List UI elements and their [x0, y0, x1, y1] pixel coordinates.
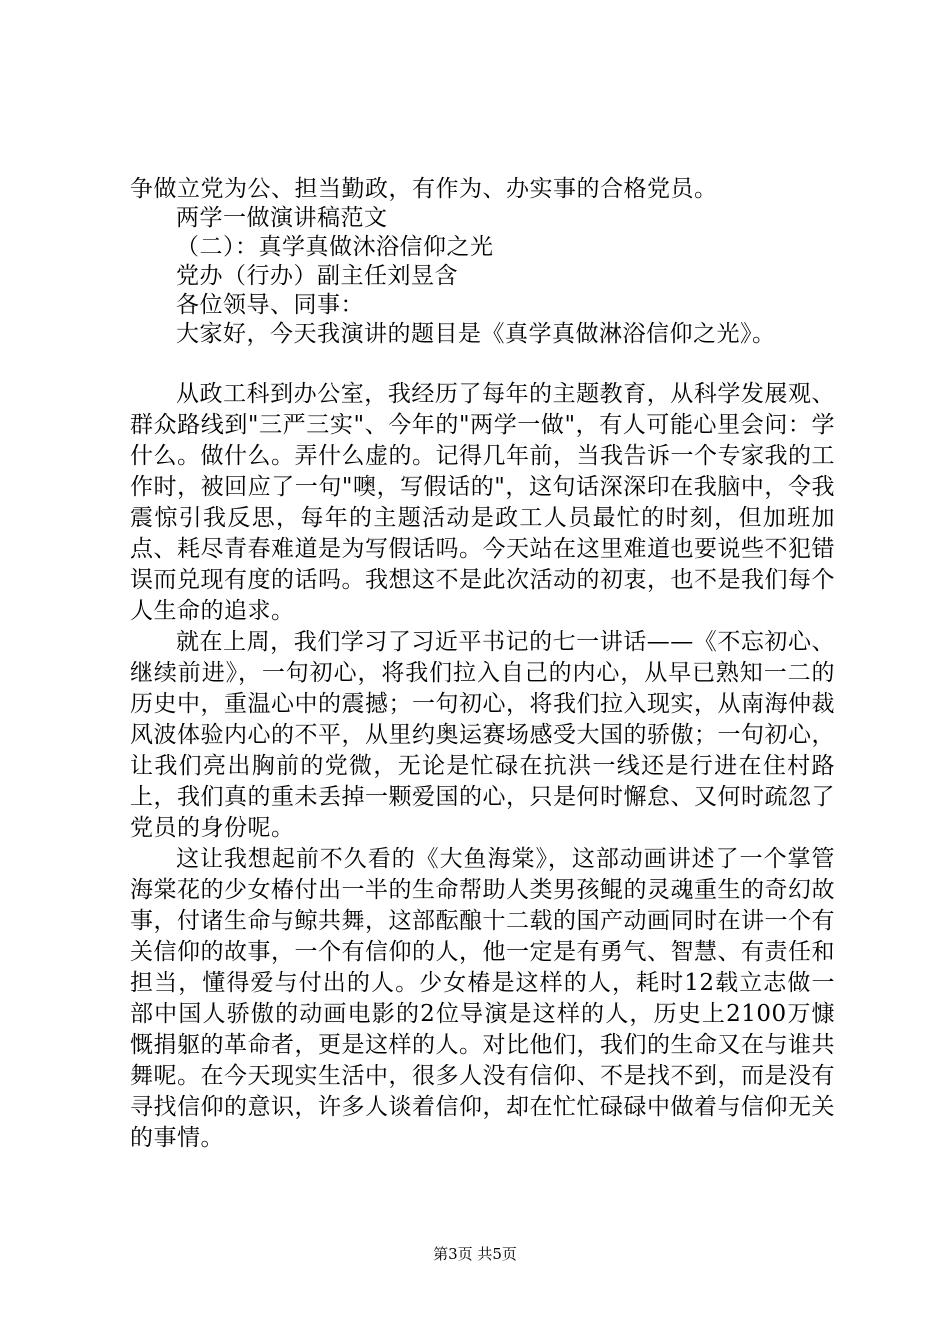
body-paragraph: 这让我想起前不久看的《大鱼海棠》，这部动画讲述了一个掌管海棠花的少女椿付出一半的生命帮助人类男孩鲲的灵魂重生的奇幻故事，付诸生命与鲸共舞，这部酝酿十二载的国产动画同时在讲一个有关信仰的故事，一个有信仰的人，他一定是有勇气、智慧、有责任和担当，懂得爱与付出的人。少女椿是这样的人，耗时12载立志做一部中国人骄傲的动画电影的2位导演是这样的人，历史上2100万慷慨捐躯的革命者，更是这样的人。对比他们，我们的生命又在与谁共舞呢。在今天现实生活中，很多人没有信仰、不是找不到，而是没有寻找信仰的意识，许多人谈着信仰，却在忙忙碌碌中做着与信仰无关的事情。: [130, 846, 835, 1151]
text-line-closing: 争做立党为公、担当勤政，有作为、办实事的合格党员。: [130, 176, 718, 202]
paragraph-gap: [130, 349, 835, 379]
speaker-line: 党办（行办）副主任刘昱含: [176, 263, 458, 289]
body-paragraph: 从政工科到办公室，我经历了每年的主题教育，从科学发展观、群众路线到"三严三实"、今年的"两学一做"，有人可能心里会问：学什么。做什么。弄什么虚的。记得几年前，当我告诉一个专家我的工作时，被回应了一句"噢，写假话的"，这句话深深印在我脑中，令我震惊引我反思，每年的主题活动是政工人员最忙的时刻，但加班加点、耗尽青春难道是为写假话吗。今天站在这里难道也要说些不犯错误而兑现有度的话吗。我想这不是此次活动的初衷，也不是我们每个人生命的追求。: [130, 381, 835, 624]
speech-subtitle-line: （二）：真学真做沐浴信仰之光: [176, 234, 494, 260]
speech-title-line: 两学一做演讲稿范文: [176, 205, 388, 231]
greeting-line: 大家好，今天我演讲的题目是《真学真做淋浴信仰之光》。: [176, 321, 776, 347]
salutation-line: 各位领导、同事：: [176, 292, 364, 318]
page-number-footer: 第3页 共5页: [433, 1245, 517, 1263]
document-body: [130, 175, 835, 1154]
body-paragraph: 就在上周，我们学习了习近平书记的七一讲话——《不忘初心、继续前进》，一句初心，将我们拉入自己的内心，从早已熟知一二的历史中，重温心中的震撼；一句初心，将我们拉入现实，从南海仲裁风波体验内心的不平，从里约奥运赛场感受大国的骄傲；一句初心，让我们亮出胸前的党微，无论是忙碌在抗洪一线还是行进在住村路上，我们真的重未丢掉一颗爱国的心，只是何时懈怠、又何时疏忽了党员的身份呢。: [130, 629, 835, 841]
